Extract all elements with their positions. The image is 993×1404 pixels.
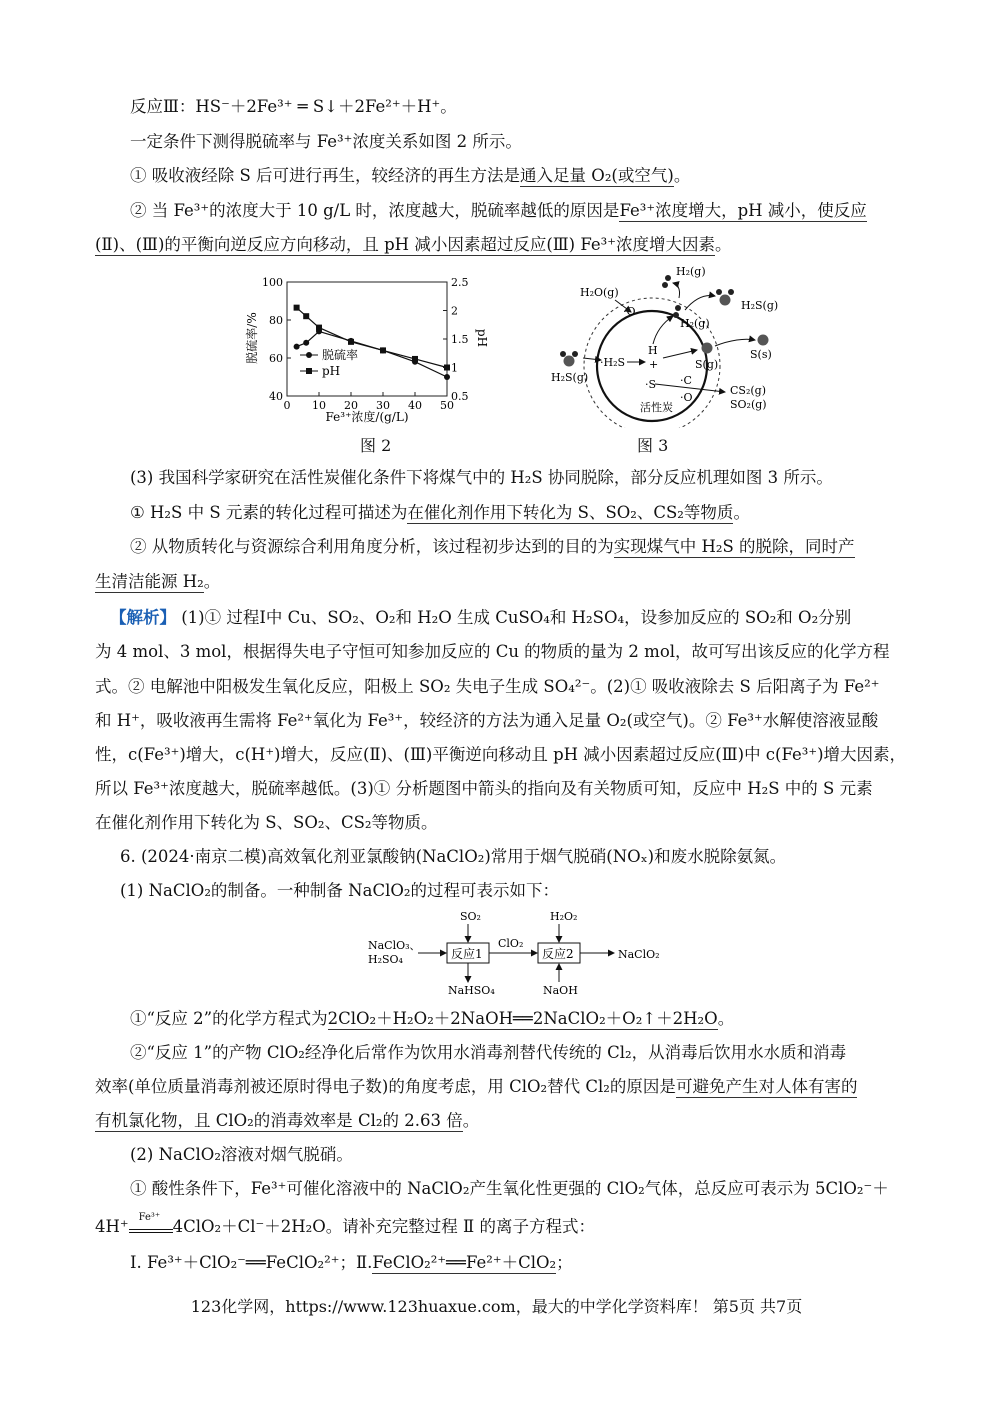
question-1-line	[130, 165, 690, 187]
activated-carbon-label: 活性炭	[640, 401, 673, 414]
figure-2-caption: 图 2	[360, 436, 392, 455]
h-label: H	[648, 344, 658, 357]
question-text: ① H₂S 中 S 元素的转化过程可描述为	[130, 503, 408, 522]
legend	[300, 347, 358, 378]
answer-text: 有机氯化物，且 ClO₂的消毒效率是 Cl₂的 2.63 倍	[95, 1111, 463, 1130]
data-point-desulfurization	[444, 374, 450, 380]
question-text: ①“反应 2”的化学方程式为	[130, 1009, 328, 1028]
question-text: 效率(单位质量消毒剂被还原时得电子数)的角度考虑，用 ClO₂替代 Cl₂的原因是	[95, 1077, 676, 1096]
analysis-line: 所以 Fe³⁺浓度越大，脱硫率越低。(3)① 分析题图中箭头的指向及有关物质可知，反应中 H₂S 中的 S 元素	[95, 779, 873, 798]
punct: 。	[733, 503, 750, 522]
y-left-tick-label: 80	[269, 314, 283, 327]
o-label: ·O	[623, 305, 636, 318]
punct: 。	[203, 572, 221, 591]
clo2-label: ClO₂	[498, 937, 524, 950]
x-tick-label: 20	[344, 399, 358, 412]
x-tick-label: 40	[408, 399, 422, 412]
data-point-desulfurization	[294, 344, 300, 350]
answer-text: 实现煤气中 H₂S 的脱除，同时产	[613, 537, 855, 556]
y-right-tick-label: 2.5	[451, 276, 469, 289]
analysis-line: 在催化剂作用下转化为 S、SO₂、CS₂等物质。	[95, 813, 438, 832]
plus-label: +	[649, 358, 659, 371]
question-line	[130, 536, 855, 558]
page-footer: 123化学网，https://www.123huaxue.com，最大的中学化学资料库！ 第5页 共7页	[190, 1297, 803, 1316]
h2g-mid-label: H₂(g)	[680, 317, 710, 330]
data-point-ph	[380, 347, 386, 353]
nahso4-output-label: NaHSO₄	[448, 984, 495, 997]
equation-line	[130, 1252, 573, 1274]
answer-text: 可避免产生对人体有害的	[675, 1077, 858, 1096]
y-right-tick-label: 1	[451, 361, 458, 375]
data-point-desulfurization	[303, 340, 309, 346]
y-axis-label-left: 脱硫率/%	[245, 312, 259, 364]
question-line	[130, 1008, 734, 1030]
catalyst-arrow	[129, 1211, 173, 1233]
text-line: ① 酸性条件下，Fe³⁺可催化溶液中的 NaClO₂产生氧化性更强的 ClO₂气体，总反应可表示为 5ClO₂⁻＋	[130, 1179, 889, 1198]
punct: 。	[673, 166, 691, 185]
figure-2-chart	[240, 270, 490, 430]
s-dot-label: ·S	[645, 378, 657, 391]
sulfur-gas-atom	[702, 343, 713, 354]
y-axis-label-right: pH	[475, 328, 489, 348]
series-line-desulfurization	[297, 331, 447, 377]
analysis-line: 和 H⁺，吸收液再生需将 Fe²⁺氧化为 Fe³⁺，较经济的方法为通入足量 O₂(或空气)。② Fe³⁺水解使溶液显酸	[95, 711, 879, 730]
analysis-line: 式。② 电解池中阳极发生氧化反应，阳极上 SO₂ 失电子生成 SO₄²⁻。(2)① 吸收液除去 S 后阳离子为 Fe²⁺	[95, 677, 880, 696]
answer-text: FeClO₂²⁺══Fe²⁺＋ClO₂	[372, 1253, 557, 1272]
question-text: ② 从物质转化与资源综合利用角度分析，该过程初步达到的目的为	[130, 537, 614, 556]
text-line: (2) NaClO₂溶液对烟气脱硝。	[130, 1145, 353, 1164]
figure-3-diagram	[545, 258, 795, 428]
feed-label-2: H₂SO₄	[368, 953, 403, 966]
question-text: ② 当 Fe³⁺的浓度大于 10 g/L 时，浓度越大，脱硫率越低的原因是	[130, 201, 620, 220]
h2-top-molecule	[662, 275, 671, 288]
o2-label: ·O	[680, 391, 693, 404]
answer-text: Fe³⁺浓度增大，pH 减小，使反应	[619, 201, 867, 220]
text-line: ②“反应 1”的产物 ClO₂经净化后常作为饮用水消毒剂替代传统的 Cl₂，从消毒后饮用水水质和消毒	[130, 1043, 847, 1062]
x-tick-label: 10	[312, 399, 326, 412]
data-point-ph	[316, 325, 322, 331]
data-point-ph	[303, 313, 309, 319]
h2s-in-molecule	[560, 351, 578, 367]
y-right-tick-label: 0.5	[451, 390, 469, 403]
so2-label: SO₂(g)	[730, 398, 767, 411]
data-point-ph	[294, 305, 300, 311]
answer-text: 2ClO₂＋H₂O₂＋2NaOH══2NaClO₂＋O₂↑＋2H₂O	[327, 1009, 718, 1028]
reaction-2-label: 反应2	[542, 947, 574, 961]
answer-text: (Ⅱ)、(Ⅲ)的平衡向逆反应方向移动，且 pH 减小因素超过反应(Ⅲ) Fe³⁺浓度增大因素	[95, 235, 715, 254]
x-tick-label: 0	[283, 399, 291, 412]
reaction-3-line: 反应Ⅲ：HS⁻＋2Fe³⁺ ═ S↓＋2Fe²⁺＋H⁺。	[130, 97, 457, 116]
h2s-out-label: H₂S(g)	[741, 299, 779, 312]
legend-label: pH	[322, 364, 341, 378]
question-line	[95, 1076, 857, 1098]
answer-text: 通入足量 O₂(或空气)	[520, 166, 674, 185]
y-right-tick-label: 2	[451, 304, 458, 318]
ss-label: S(s)	[750, 348, 772, 361]
feed-label-1: NaClO₃、	[368, 939, 421, 952]
h2s-out-molecule	[716, 289, 734, 306]
analysis-line	[110, 607, 851, 629]
equation-right: 4ClO₂＋Cl⁻＋2H₂O。请补充完整过程 Ⅱ 的离子方程式：	[172, 1217, 595, 1236]
punct: 。	[717, 1009, 735, 1028]
product-label: NaClO₂	[618, 948, 660, 961]
answer-text: 生清洁能源 H₂	[95, 572, 204, 591]
h2s-in-label: H₂S(g)	[551, 371, 589, 384]
h2o-label: H₂O(g)	[580, 286, 619, 299]
legend-label: 脱硫率	[322, 348, 359, 362]
analysis-line: 为 4 mol、3 mol，根据得失电子守恒可知参加反应的 Cu 的物质的量为 2 mol，故可写出该反应的化学方程	[95, 642, 890, 661]
c-label: ·C	[680, 374, 692, 387]
punct: 。	[714, 235, 732, 254]
answer-continuation-line	[95, 234, 731, 256]
h2s-adsorbed-label: ·H₂S	[600, 356, 626, 369]
analysis-line: 性，c(Fe³⁺)增大，c(H⁺)增大，反应(Ⅱ)、(Ⅲ)平衡逆向移动且 pH 减小因素超过反应(Ⅲ)中 c(Fe³⁺)增大因素，	[95, 745, 907, 764]
catalyst-label: Fe³⁺	[138, 1211, 161, 1223]
y-left-tick-label: 60	[269, 352, 283, 365]
data-point-ph	[412, 356, 418, 362]
y-left-tick-label: 100	[262, 276, 283, 289]
x-tick-label: 50	[440, 399, 454, 412]
text-line: (1) NaClO₂的制备。一种制备 NaClO₂的过程可表示如下：	[120, 881, 559, 900]
y-left-tick-label: 40	[269, 390, 283, 403]
sg-label: S(g)	[695, 358, 719, 371]
preparation-flow-diagram	[360, 905, 680, 1000]
so2-input-label: SO₂	[460, 910, 481, 923]
series-line-ph	[297, 308, 447, 368]
naoh-input-label: NaOH	[543, 984, 578, 997]
h2g-top-label: H₂(g)	[676, 265, 706, 278]
sulfur-solid-atom	[758, 335, 769, 346]
step-1-equation: Ⅰ. Fe³⁺＋ClO₂⁻══FeClO₂²⁺；Ⅱ.	[130, 1253, 373, 1272]
question-line	[130, 502, 750, 524]
data-point-ph	[444, 365, 450, 371]
answer-continuation-line	[95, 571, 220, 593]
question-2-line	[130, 200, 867, 222]
h2o2-input-label: H₂O₂	[550, 910, 578, 923]
answer-continuation-line	[95, 1110, 479, 1132]
data-point-ph	[348, 339, 354, 345]
cs2-label: CS₂(g)	[730, 384, 766, 397]
question-6-title: 6. (2024·南京二模)高效氧化剂亚氯酸钠(NaClO₂)常用于烟气脱硝(NOₓ)和废水脱除氨氮。	[120, 847, 787, 866]
text-line: (3) 我国科学家研究在活性炭催化条件下将煤气中的 H₂S 协同脱除，部分反应机理如图 3 所示。	[130, 468, 833, 487]
equation-left: 4H⁺	[95, 1217, 129, 1236]
y-right-tick-label: 1.5	[451, 333, 469, 346]
text-line: 一定条件下测得脱硫率与 Fe³⁺浓度关系如图 2 所示。	[130, 132, 522, 151]
analysis-text: (1)① 过程Ⅰ中 Cu、SO₂、O₂和 H₂O 生成 CuSO₄和 H₂SO₄，设参加反应的 SO₂和 O₂分别	[176, 608, 852, 627]
x-tick-label: 30	[376, 399, 390, 412]
punct: 。	[462, 1111, 480, 1130]
equation-line	[95, 1211, 595, 1238]
x-axis-label: Fe³⁺浓度/(g/L)	[325, 410, 409, 424]
punct: ；	[556, 1253, 573, 1272]
answer-text: 在催化剂作用下转化为 S、SO₂、CS₂等物质	[407, 503, 734, 522]
figure-3-caption: 图 3	[637, 436, 669, 455]
reaction-1-label: 反应1	[451, 947, 483, 961]
question-text: ① 吸收液经除 S 后可进行再生，较经济的再生方法是	[130, 166, 521, 185]
analysis-tag: 【解析】	[110, 608, 176, 627]
